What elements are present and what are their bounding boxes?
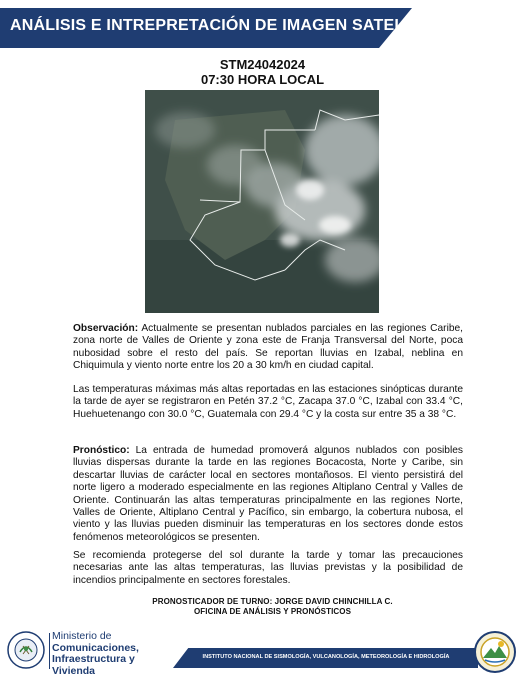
observation-text: Actualmente se presentan nublados parciales en las regiones Caribe, zona norte de Valles de Oriente y zona este de Franja Transversal del Norte, poca nubosidad sobre el resto del país. Se reportan lluvias en Izabal, neblina en Chiquimula y viento norte entre los 20 a 30 km/h en ciudad capital. (73, 323, 463, 372)
ministry-line-1: Ministerio de (52, 630, 112, 642)
temperatures-paragraph: Las temperaturas máximas más altas reportadas en las estaciones sinópticas durante la tarde de ayer se registraron en Petén 37.2 °C, Zacapa 37.0 °C, Izabal con 33.4 °C, Huehuetenango con 30.0 °C, Guatemala con 29.4 °C y la costa sur entre 35 a 38 °C. (73, 384, 463, 420)
government-seal-icon (6, 630, 46, 670)
ministry-line-2: Comunicaciones, (52, 641, 139, 654)
document-code: STM24042024 (219, 57, 306, 72)
ministry-name (52, 631, 172, 677)
forecaster-signature: PRONOSTICADOR DE TURNO: JORGE DAVID CHINCHILLA C. (152, 597, 393, 606)
institute-name: INSTITUTO NACIONAL DE SISMOLOGÍA, VULCANOLOGÍA, METEOROLOGÍA E HIDROLOGÍA (202, 654, 450, 660)
document-time: 07:30 HORA LOCAL (200, 72, 325, 87)
insivumeh-logo-icon (473, 630, 517, 674)
office-name: OFICINA DE ANÁLISIS Y PRONÓSTICOS (193, 607, 352, 616)
satellite-image (145, 90, 379, 313)
ministry-divider (49, 633, 50, 669)
ministry-line-3: Infraestructura y (52, 653, 135, 665)
forecast-paragraph (73, 445, 463, 544)
forecast-label: Pronóstico: (73, 445, 130, 456)
observation-label: Observación: (73, 323, 139, 334)
observation-paragraph (73, 323, 463, 373)
ministry-line-4: Vivienda (52, 664, 95, 677)
page-title: ANÁLISIS E INTREPRETACIÓN DE IMAGEN SATELITAL (10, 17, 440, 34)
recommendation-paragraph: Se recomienda protegerse del sol durante la tarde y tomar las precauciones necesarias ante las altas temperaturas, las lluvias previstas y la posibilidad de incendios principalmente en sectores forestales. (73, 550, 463, 586)
forecast-text: La entrada de humedad promoverá algunos nublados con posibles lluvias dispersas durante la tarde en las regiones Bocacosta, Norte y Caribe, sin descartar lluvias de carácter local en sectores montañosos. El viento persistirá del norte ligero a moderado especialmente en las regiones Altiplano Central y Valles de Oriente. Continuarán las altas temperaturas principalmente en las regiones Norte, Valles de Oriente, Altiplano Central y Pacífico, sin embargo, la cobertura nubosa, el viento y las lluvias pueden disminuir las temperaturas en los sectores donde estos fenómenos meteorológicos se presenten. (73, 445, 463, 543)
